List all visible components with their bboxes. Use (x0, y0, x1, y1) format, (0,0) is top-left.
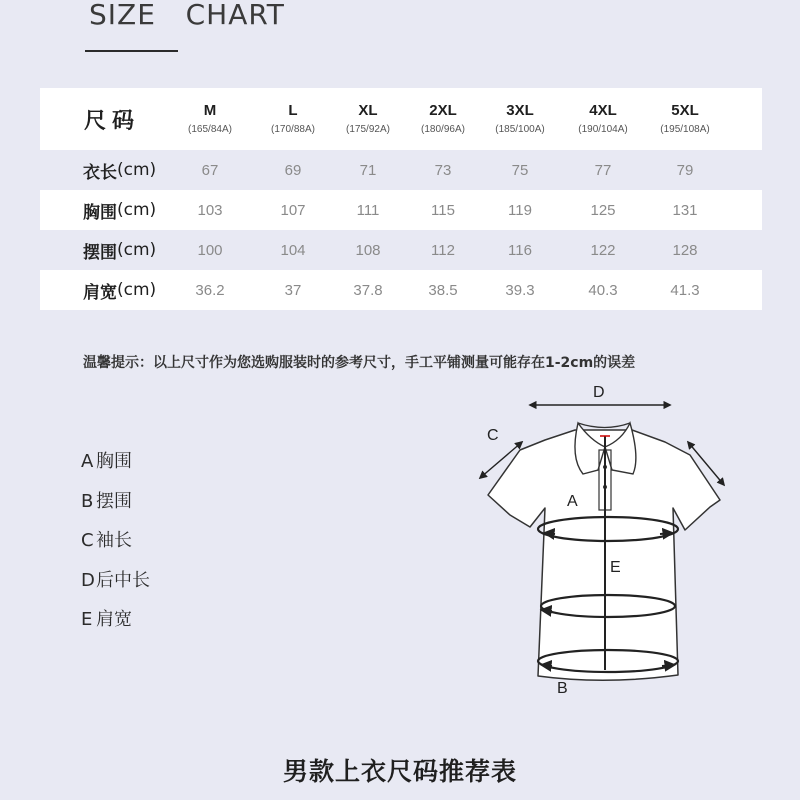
table-cell: 37 (284, 281, 302, 299)
table-cell: 131 (672, 201, 698, 219)
size-name: M (203, 101, 217, 119)
table-cell: 71 (359, 161, 377, 179)
table-row (40, 190, 762, 230)
measurement-legend (81, 447, 150, 645)
diagram-label-e: E (610, 559, 621, 576)
measurement-note: 温馨提示：以上尺寸作为您选购服装时的参考尺寸，手工平铺测量可能存在1-2cm的误差 (83, 355, 636, 371)
row-label-text: 摆围 (83, 242, 117, 263)
table-cell: 125 (590, 201, 616, 219)
footer-title: 男款上衣尺码推荐表 (282, 757, 517, 786)
size-table (40, 88, 762, 310)
size-column-header (328, 88, 408, 150)
legend-item (81, 605, 150, 645)
table-cell: 104 (280, 241, 306, 259)
row-label (83, 230, 156, 270)
diagram-label-a: A (567, 493, 578, 510)
table-row (40, 270, 762, 310)
size-column-header (645, 88, 725, 150)
size-spec: (170/88A) (271, 123, 315, 135)
row-unit: (cm) (117, 160, 157, 180)
size-name: L (288, 101, 298, 119)
table-cell: 67 (201, 161, 219, 179)
table-cell: 37.8 (353, 281, 383, 299)
size-spec: (165/84A) (188, 123, 232, 135)
row-unit: (cm) (117, 200, 157, 220)
table-cell: 39.3 (505, 281, 535, 299)
row-label-text: 胸围 (83, 202, 117, 223)
size-name: 2XL (429, 101, 457, 119)
table-cell: 128 (672, 241, 698, 259)
diagram-label-c: C (487, 427, 499, 444)
diagram-label-b: B (557, 680, 568, 697)
row-label-text: 衣长 (83, 162, 117, 183)
row-label (83, 150, 156, 190)
table-cell: 115 (431, 201, 455, 219)
heading-underline (85, 50, 178, 52)
legend-code: D (81, 569, 95, 591)
legend-item (81, 526, 150, 566)
legend-item (81, 566, 150, 606)
table-cell: 103 (197, 201, 223, 219)
table-cell: 79 (676, 161, 694, 179)
table-cell: 75 (511, 161, 529, 179)
legend-label: 摆围 (96, 490, 132, 512)
legend-code: E (81, 609, 93, 630)
polo-shirt-diagram (470, 375, 760, 700)
table-cell: 116 (508, 241, 532, 259)
size-column-header (403, 88, 483, 150)
table-cell: 41.3 (670, 281, 700, 299)
size-header-label: 尺码 (84, 108, 141, 134)
size-spec: (185/100A) (495, 123, 545, 135)
table-cell: 108 (355, 241, 381, 259)
row-label (83, 270, 156, 310)
table-header-row (40, 88, 762, 150)
table-cell: 69 (284, 161, 302, 179)
table-cell: 40.3 (588, 281, 618, 299)
legend-code: A (81, 451, 94, 472)
size-column-header (480, 88, 560, 150)
table-cell: 122 (590, 241, 616, 259)
size-spec: (180/96A) (421, 123, 465, 135)
row-unit: (cm) (117, 280, 157, 300)
table-row (40, 150, 762, 190)
size-name: XL (358, 101, 378, 119)
size-name: 4XL (589, 101, 617, 119)
legend-code: B (81, 490, 94, 512)
table-cell: 36.2 (195, 281, 225, 299)
table-cell: 119 (508, 201, 532, 219)
table-cell: 100 (197, 241, 223, 259)
diagram-label-d: D (593, 384, 605, 401)
table-cell: 111 (356, 201, 380, 219)
legend-label: 后中长 (96, 569, 150, 591)
table-cell: 112 (431, 241, 455, 259)
size-spec: (190/104A) (578, 123, 628, 135)
legend-label: 胸围 (96, 451, 132, 472)
legend-label: 肩宽 (96, 609, 132, 630)
page-heading: SIZE CHART (89, 0, 285, 31)
table-cell: 73 (434, 161, 452, 179)
table-row (40, 230, 762, 270)
row-label-text: 肩宽 (83, 282, 117, 303)
row-label (83, 190, 156, 230)
size-column-header (253, 88, 333, 150)
size-name: 5XL (671, 101, 699, 119)
legend-code: C (81, 530, 94, 551)
size-spec: (195/108A) (660, 123, 710, 135)
size-spec: (175/92A) (346, 123, 390, 135)
legend-label: 袖长 (96, 530, 132, 551)
table-cell: 77 (594, 161, 612, 179)
legend-item (81, 447, 150, 487)
table-cell: 38.5 (428, 281, 458, 299)
table-cell: 107 (280, 201, 306, 219)
size-column-header (563, 88, 643, 150)
row-unit: (cm) (117, 240, 157, 260)
size-name: 3XL (506, 101, 534, 119)
size-column-header (170, 88, 250, 150)
legend-item (81, 487, 150, 527)
